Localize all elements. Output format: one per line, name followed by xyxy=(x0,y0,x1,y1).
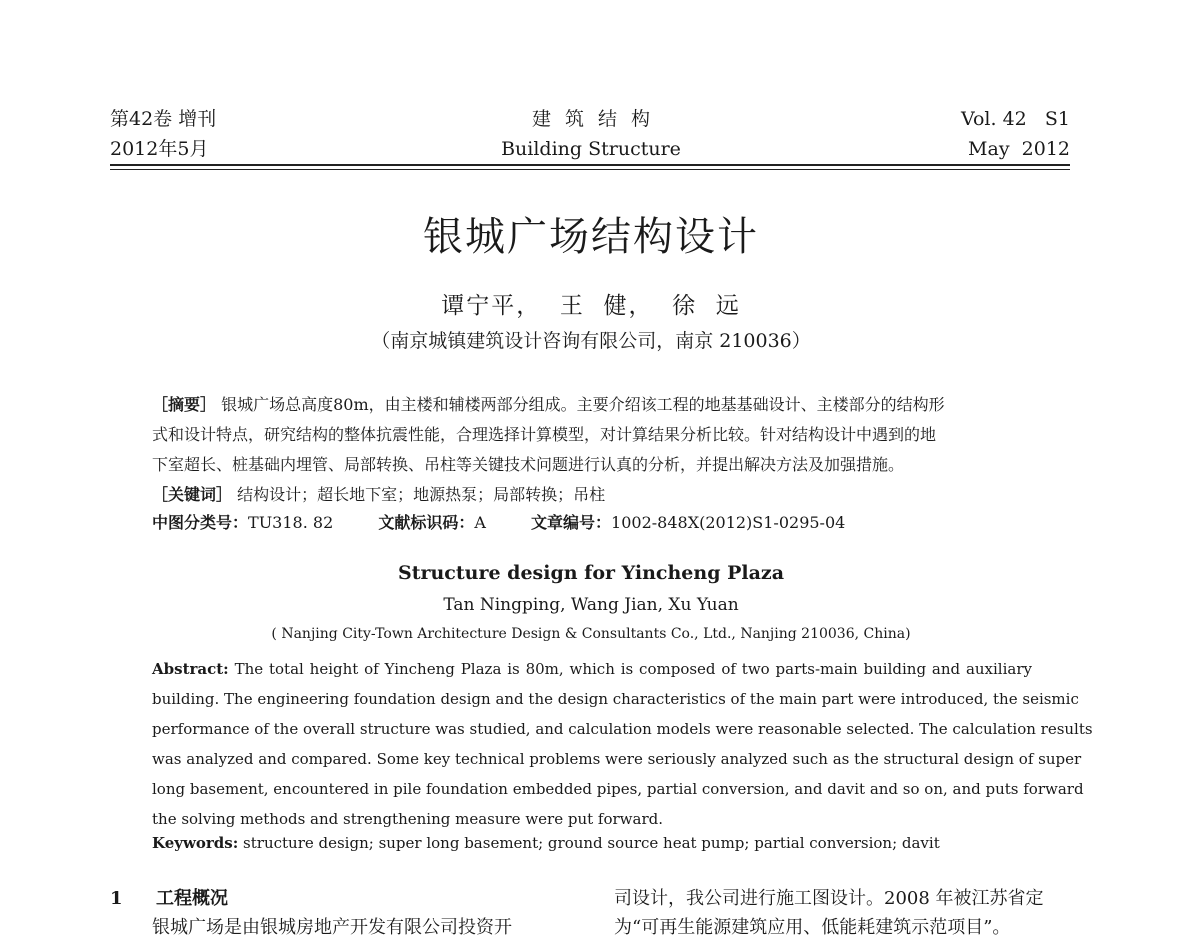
journal-header-right xyxy=(961,104,1070,164)
article-no-label: 文章编号： xyxy=(531,513,612,532)
abstract-en-line: the solving methods and strengthening measure were put forward. xyxy=(152,810,663,828)
keywords-cn-label: ［关键词］ xyxy=(152,485,233,504)
affiliation-en: ( Nanjing City-Town Architecture Design & Consultants Co., Ltd., Nanjing 210036, China) xyxy=(271,626,911,642)
affiliation-cn: （南京城镇建筑设计咨询有限公司，南京 210036） xyxy=(371,330,811,352)
keywords-cn xyxy=(152,480,605,510)
abstract-en-line xyxy=(152,654,1032,684)
abstract-en-line: long basement, encountered in pile foundation embedded pipes, partial conversion, and davit and so on, and puts forward xyxy=(152,780,1084,798)
article-no-value: 1002-848X(2012)S1-0295-04 xyxy=(611,513,846,532)
abstract-en-text: The total height of Yincheng Plaza is 80m, which is composed of two parts-main building and auxiliary xyxy=(234,660,1032,678)
classification-row xyxy=(152,510,885,533)
section-number: 1 xyxy=(110,888,123,909)
journal-name-cn: 建筑结构 xyxy=(531,108,664,130)
abstract-cn-line-1 xyxy=(152,390,945,420)
authors-en: Tan Ningping, Wang Jian, Xu Yuan xyxy=(443,595,739,615)
abstract-en-label: Abstract: xyxy=(152,660,229,678)
body-right-line-1: 司设计，我公司进行施工图设计。2008 年被江苏省定 xyxy=(614,888,1044,909)
clc-label: 中图分类号： xyxy=(152,513,249,532)
abstract-cn-text-1: 银城广场总高度80m，由主楼和辅楼两部分组成。主要介绍该工程的地基基础设计、主楼部分的结构形 xyxy=(221,395,945,414)
body-left-paragraph: 银城广场是由银城房地产开发有限公司投资开 xyxy=(152,917,512,938)
header-rule-thick xyxy=(110,164,1070,166)
section-heading xyxy=(110,884,228,910)
keywords-en xyxy=(152,834,940,852)
abstract-en-line: building. The engineering foundation design and the design characteristics of the main part were introduced, the seismic xyxy=(152,690,1079,708)
authors-cn: 谭宁平， 王 健， 徐 远 xyxy=(441,293,741,319)
keywords-en-label: Keywords: xyxy=(152,834,239,852)
abstract-en-line: was analyzed and compared. Some key technical problems were seriously analyzed such as the structural design of super xyxy=(152,750,1082,768)
abstract-en xyxy=(152,654,1093,834)
abstract-cn-line-3: 下室超长、桩基础内埋管、局部转换、吊柱等关键技术问题进行认真的分析，并提出解决方法及加强措施。 xyxy=(152,455,905,474)
doc-code-value: A xyxy=(474,513,486,532)
doc-code-label: 文献标识码： xyxy=(378,513,475,532)
paper-title-en: Structure design for Yincheng Plaza xyxy=(397,562,785,584)
date-cn: 2012年5月 xyxy=(110,138,209,160)
volume-issue-cn: 第42卷 增刊 xyxy=(110,108,217,130)
journal-name-en: Building Structure xyxy=(501,138,681,160)
paper-title-cn: 银城广场结构设计 xyxy=(423,214,759,260)
body-right-line-2: 为“可再生能源建筑应用、低能耗建筑示范项目”。 xyxy=(614,917,1011,938)
clc-value: TU318. 82 xyxy=(248,513,334,532)
abstract-en-line: performance of the overall structure was studied, and calculation models were reasonable selected. The calculation results xyxy=(152,720,1093,738)
abstract-cn-line-2: 式和设计特点，研究结构的整体抗震性能，合理选择计算模型，对计算结果分析比较。针对结构设计中遇到的地 xyxy=(152,425,937,444)
section-title: 工程概况 xyxy=(156,888,228,909)
abstract-cn-label: ［摘要］ xyxy=(152,395,217,414)
keywords-en-text: structure design; super long basement; ground source heat pump; partial conversion; davit xyxy=(243,834,940,852)
keywords-cn-text: 结构设计；超长地下室；地源热泵；局部转换；吊柱 xyxy=(237,485,606,504)
header-rule-thin xyxy=(110,169,1070,170)
volume-issue-en: Vol. 42 S1 xyxy=(961,108,1070,130)
date-en: May 2012 xyxy=(968,138,1070,160)
